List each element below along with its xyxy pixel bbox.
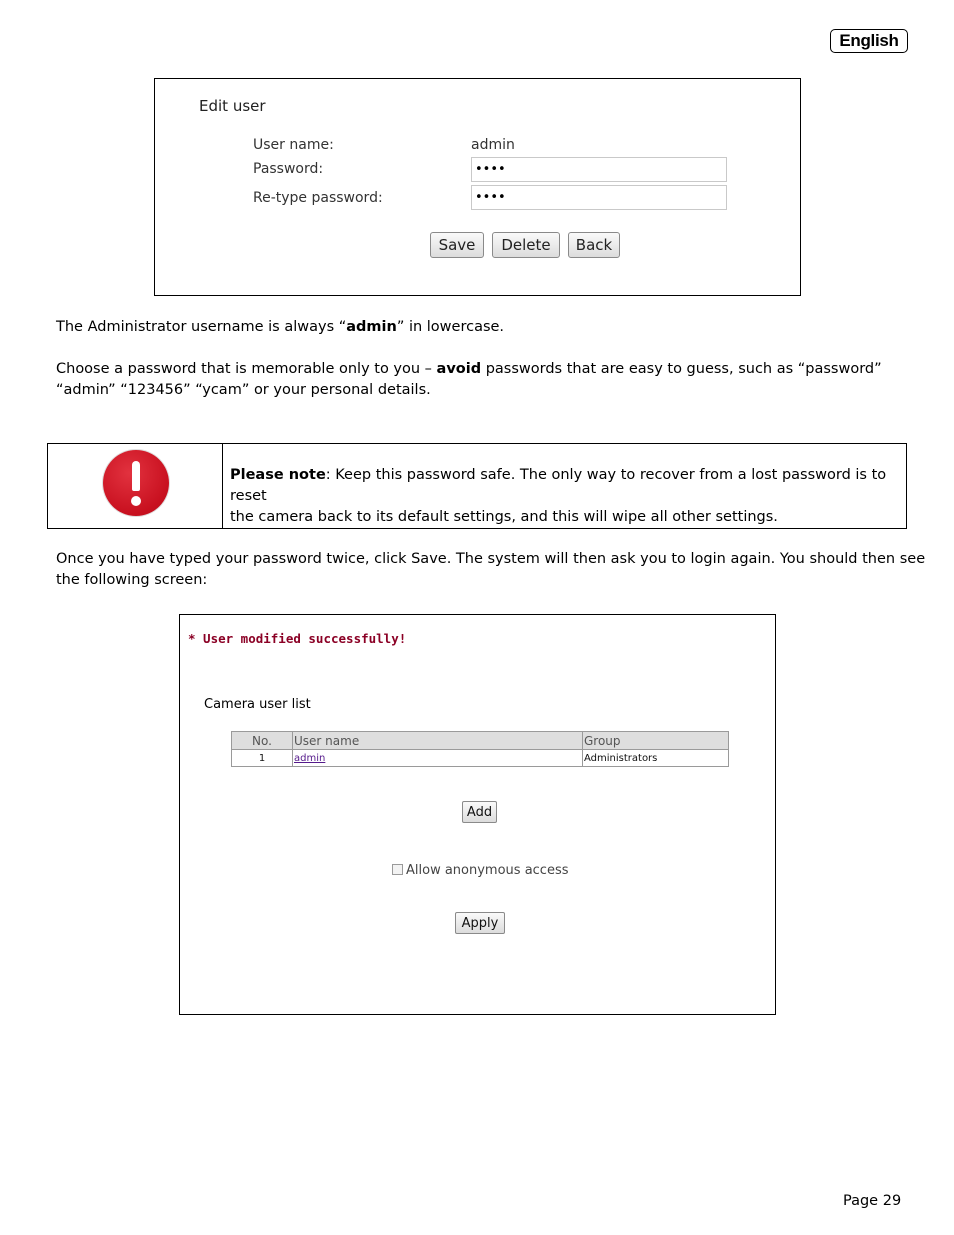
anonymous-access-option[interactable]: [392, 863, 569, 878]
retype-password-label: Re-type password:: [253, 190, 383, 206]
password-advice-paragraph: [56, 359, 916, 401]
page-number: Page 29: [843, 1193, 902, 1209]
anonymous-access-checkbox[interactable]: [392, 864, 403, 875]
note-divider: [222, 444, 223, 528]
username-value: admin: [471, 137, 515, 153]
column-header-username: User name: [293, 732, 583, 750]
p3-line2: the following screen:: [56, 572, 208, 588]
p1-text-post: ” in lowercase.: [396, 319, 505, 335]
edit-user-title: Edit user: [199, 97, 266, 115]
note-text: [230, 465, 900, 528]
retype-password-field[interactable]: ••••: [471, 185, 727, 210]
save-button[interactable]: Save: [430, 232, 484, 258]
language-badge: English: [830, 29, 908, 53]
edit-user-screenshot: [154, 78, 801, 296]
column-header-no: No.: [232, 732, 293, 750]
p1-bold: admin: [346, 319, 397, 335]
note-line1: : Keep this password safe. The only way to recover from a lost password is to reset: [230, 467, 887, 504]
user-table: [231, 731, 729, 767]
note-bold: Please note: [230, 467, 326, 483]
exclamation-icon: [103, 450, 169, 516]
table-header-row: [232, 732, 729, 750]
admin-username-paragraph: [56, 317, 504, 338]
username-link[interactable]: admin: [294, 752, 326, 764]
cell-username: [293, 750, 583, 767]
p2-line2: “admin” “123456” “ycam” or your personal details.: [56, 382, 431, 398]
back-button[interactable]: Back: [568, 232, 620, 258]
instructions-paragraph: [56, 549, 926, 591]
p2-text-post: passwords that are easy to guess, such as “password”: [481, 361, 882, 377]
success-message: * User modified successfully!: [188, 631, 407, 646]
password-field[interactable]: ••••: [471, 157, 727, 182]
p1-text-pre: The Administrator username is always “: [56, 319, 347, 335]
password-label: Password:: [253, 161, 324, 177]
user-list-title: Camera user list: [204, 697, 311, 712]
username-label: User name:: [253, 137, 334, 153]
table-row: [232, 750, 729, 767]
p2-text-pre: Choose a password that is memorable only to you –: [56, 361, 437, 377]
add-button[interactable]: Add: [462, 801, 497, 823]
note-line2: the camera back to its default settings, and this will wipe all other settings.: [230, 509, 778, 525]
p2-bold: avoid: [436, 361, 482, 377]
column-header-group: Group: [583, 732, 729, 750]
cell-no: 1: [232, 750, 293, 767]
note-box: [47, 443, 907, 529]
cell-group: Administrators: [583, 750, 729, 767]
anonymous-access-label: Allow anonymous access: [406, 863, 569, 878]
delete-button[interactable]: Delete: [492, 232, 560, 258]
apply-button[interactable]: Apply: [455, 912, 505, 934]
p3-line1: Once you have typed your password twice, click Save. The system will then ask you to login again. You should then see: [56, 551, 926, 567]
user-list-screenshot: [179, 614, 776, 1015]
